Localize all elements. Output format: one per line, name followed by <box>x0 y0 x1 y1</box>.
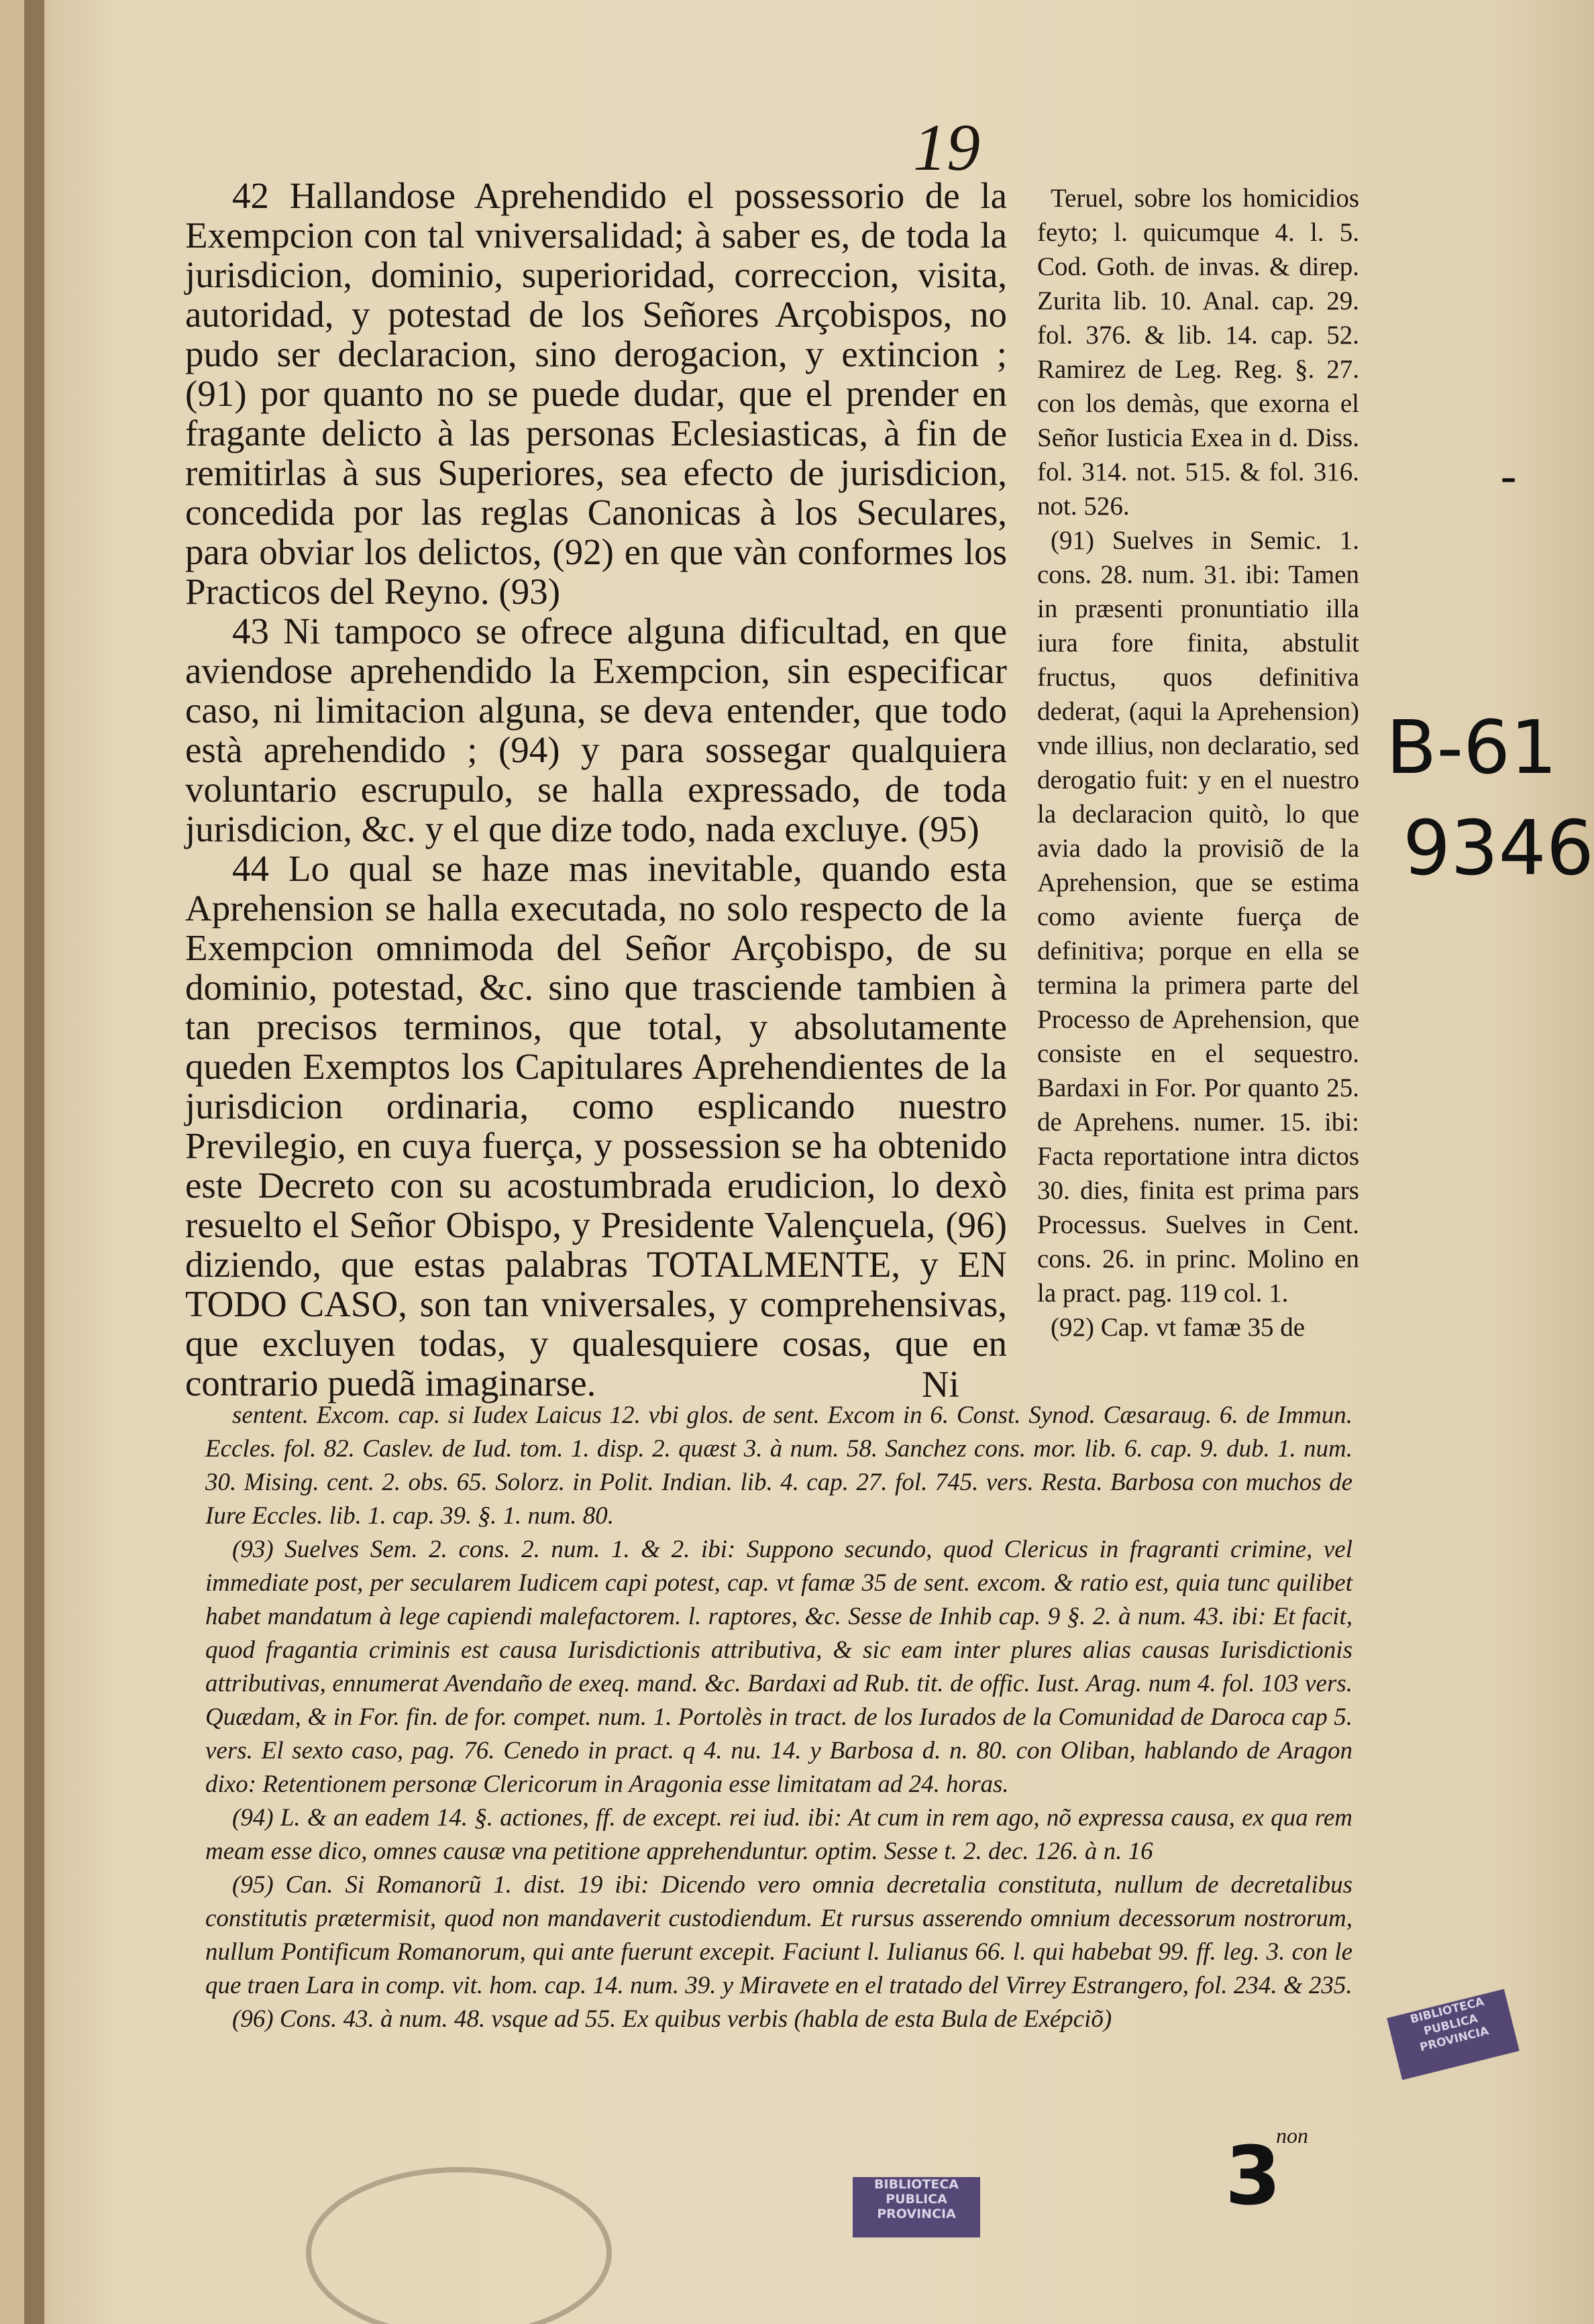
footnotes <box>205 1399 1352 2036</box>
paragraph-42: 42 Hallandose Aprehendido el possessorio de la Exempcion con tal vniversalidad; à saber es, de toda la jurisdicion, dominio, superioridad, correccion, visita, autoridad, y potestad de los Señores Arçobispos, no pudo ser declaracion, sino derogacion, y extincion ; (91) por quanto no se puede dudar, que el prender en fragante delicto à las personas Eclesiasticas, à fin de remitirlas à sus Superiores, sea efecto de jurisdicion, concedida por las reglas Canonicas à los Seculares, para obviar los delictos, (92) en que vàn conformes los Practicos del Reyno. (93) <box>185 175 1007 612</box>
catchword: Ni <box>922 1364 959 1406</box>
library-stamp-side: BIBLIOTECA PUBLICA PROVINCIA <box>1387 1989 1520 2080</box>
footnote-93: (93) Suelves Sem. 2. cons. 2. num. 1. & 2. ibi: Suppono secundo, quod Clericus in fragranti crimine, vel immediate post, per secularem Iudicem capi potest, cap. vt famæ 35 de sent. excom. & ratio est, quia tunc quilibet habet mandatum à lege capiendi malefactorem. l. raptores, &c. Sesse de Inhib cap. 9 §. 2. à num. 43. ibi: Et facit, quod fragantia criminis est causa Iurisdictionis attributiva, & sic eam inter plures alias causas Iurisdictionis attributivas, ennumerat Avendaño de exeq. mand. &c. Bardaxi ad Rub. tit. de offic. Iust. Arag. num 4. fol. 103 vers. Quædam, & in For. fin. de for. compet. num. 1. Portolès in tract. de los Iurados de la Comunidad de Daroca cap 5. vers. El sexto caso, pag. 76. Cenedo in pract. q 4. nu. 14. y Barbosa d. n. 80. con Oliban, hablando de Aragon dixo: Retentionem personæ Clericorum in Aragonia esse limitatam ad 24. horas. <box>205 1536 1352 1798</box>
handwritten-shelfmark: B-61 <box>1386 704 1558 790</box>
bottom-catchword: non <box>1276 2123 1308 2148</box>
marginal-note-91: (91) Suelves in Semic. 1. cons. 28. num. 31. ibi: Tamen in præsenti pronuntiatio illa iura fore finita, abstulit fructus, quos definitiva dederat, (aqui la Aprehension) vnde illius, non declaratio, sed derogatio fuit: y en el nuestro la declaracion quitò, lo que avia dado la provisiõ de la Aprehension, que se estima como aviente fuerça de definitiva; porque en ella se termina la primera parte del Processo de Aprehension, que consiste en el sequestro. Bardaxi in For. Por quanto 25. de Aprehens. numer. 15. ibi: Facta reportatione intra dictos 30. dies, finita est prima pars Processus. Suelves in Cent. cons. 26. in princ. Molino en la pract. pag. 119 col. 1. <box>1037 526 1359 1308</box>
handwritten-number: 9346 <box>1403 805 1594 892</box>
marginal-notes-column <box>1037 181 1359 1344</box>
marginal-note-92: (92) Cap. vt famæ 35 de <box>1051 1313 1306 1342</box>
paragraph-43: 43 Ni tampoco se ofrece alguna dificultad, en que aviendose aprehendido la Exempcion, sin especificar caso, ni limitacion alguna, se deva entender, que todo està aprehendido ; (94) y para sossegar qualquiera voluntario escrupulo, se halla expressado, de toda jurisdicion, &c. y el que dize todo, nada excluye. (95) <box>185 611 1007 849</box>
library-stamp-bottom: BIBLIOTECA PUBLICA PROVINCIA <box>853 2177 980 2237</box>
paragraph-44: 44 Lo qual se haze mas inevitable, quando esta Aprehension se halla executada, no solo respecto de la Exempcion omnimoda del Señor Arçobispo, de su dominio, potestad, &c. sino que trasciende tambien à tan precisos terminos, que total, y absolutamente queden Exemptos los Capitulares Aprehendientes de la jurisdicion ordinaria, como esplicando nuestro Previlegio, en cuya fuerça, y possession se ha obtenido este Decreto con su acostumbrada erudicion, lo dexò resuelto el Señor Obispo, y Presidente Valençuela, (96) diziendo, que estas palabras TOTALMENTE, y EN TODO CASO, son tan vniversales, y comprehensivas, que excluyen todas, y qualesquiere cosas, que en contrario puedã imaginarse. <box>185 848 1007 1404</box>
page-number: 19 <box>913 110 980 184</box>
oval-stain <box>306 2167 612 2324</box>
handwritten-folio-mark: 3 <box>1225 2130 1281 2223</box>
page-gutter <box>24 0 44 2324</box>
footnote-96: (96) Cons. 43. à num. 48. vsque ad 55. Ex quibus verbis (habla de esta Bula de Exépciõ) <box>232 2005 1112 2033</box>
main-text-column <box>185 176 1007 1403</box>
marginal-note-continued: Teruel, sobre los homicidios feyto; l. quicumque 4. l. 5. Cod. Goth. de invas. & direp. Zurita lib. 10. Anal. cap. 29. fol. 376. & lib. 14. cap. 52. Ramirez de Leg. Reg. §. 27. con los demàs, que exorna el Señor Iusticia Exea in d. Diss. fol. 314. not. 515. & fol. 316. not. 526. <box>1037 184 1359 521</box>
handwritten-dash: - <box>1500 450 1518 505</box>
footnote-95: (95) Can. Si Romanorũ 1. dist. 19 ibi: Dicendo vero omnia decretalia constituta, nullum de decretalibus constitutis prætermisit, quod non mandaverit custodiendum. Et rursus asserendo omnium decessorum nostrorum, nullum Pontificum Romanorum, qui ante fuerunt excepit. Faciunt l. Iulianus 66. l. qui habebat 99. ff. leg. 3. con le que traen Lara in comp. vit. hom. cap. 14. num. 39. y Miravete en el tratado del Virrey Estrangero, fol. 234. & 235. <box>205 1871 1352 1999</box>
footnote-94: (94) L. & an eadem 14. §. actiones, ff. de except. rei iud. ibi: At cum in rem ago, nõ expressa causa, ex qua rem meam esse dico, omnes causæ vna petitione apprehenduntur. optim. Sesse t. 2. dec. 126. à n. 16 <box>205 1804 1352 1865</box>
book-page <box>24 0 1594 2324</box>
footnote-92-cont: sentent. Excom. cap. si Iudex Laicus 12. vbi glos. de sent. Excom in 6. Const. Synod. Cæsaraug. 6. de Immun. Eccles. fol. 82. Caslev. de Iud. tom. 1. disp. 2. quæst 3. à num. 58. Sanchez cons. mor. lib. 6. cap. 9. dub. 1. num. 30. Mising. cent. 2. obs. 65. Solorz. in Polit. Indian. lib. 4. cap. 27. fol. 745. vers. Resta. Barbosa con muchos de Iure Eccles. lib. 1. cap. 39. §. 1. num. 80. <box>205 1402 1352 1530</box>
